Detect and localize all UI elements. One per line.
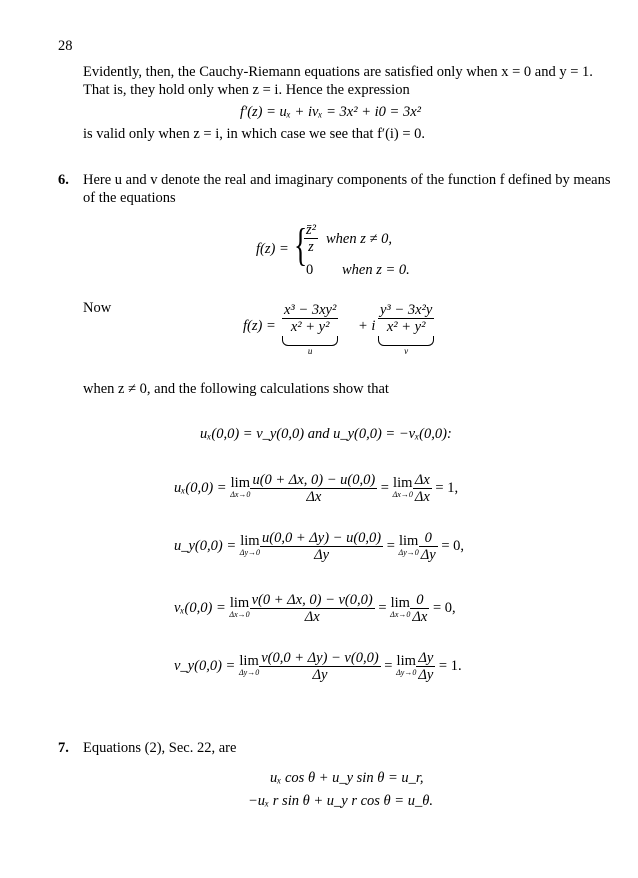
case2-value: 0 (306, 262, 314, 278)
polar-equation-1: uₓ cos θ + u_y sin θ = u_r, (270, 770, 424, 786)
v-part (378, 302, 434, 356)
case2-condition: when z = 0. (342, 262, 410, 278)
v-underbrace (378, 336, 434, 346)
para1-line1: Evidently, then, the Cauchy-Riemann equations are satisfied only when x = 0 and y = 1. (83, 64, 593, 80)
calc-result: = 1, (435, 480, 459, 496)
calc-lhs: u_y(0,0) = (174, 538, 237, 554)
calc-equals: = (380, 480, 389, 496)
u-numerator: x³ − 3xy² (284, 302, 337, 318)
claim-equation: uₓ(0,0) = v_y(0,0) and u_y(0,0) = −vₓ(0,0): (200, 426, 452, 442)
calc-limit: lim Δy→0 (238, 652, 260, 677)
calc-fraction-2: $\frac{0}{\Delta y}$ (420, 530, 436, 563)
limit-calc-row (174, 472, 458, 505)
calc-result: = 0, (441, 538, 465, 554)
u-underbrace (282, 336, 338, 346)
calc-limit-2: lim Δy→0 (398, 532, 419, 557)
now-label: Now (83, 300, 112, 316)
problem6-line1: Here u and v denote the real and imaginary components of the function f defined by means (83, 172, 611, 188)
calc-fraction: $\frac{v(0,0 + \Delta y) - v(0,0)}{\Delta y}$ (261, 650, 379, 683)
calc-fraction-2: $\frac{\Delta y}{\Delta y}$ (418, 650, 434, 683)
calc-limit-2: lim Δx→0 (390, 594, 411, 619)
page-number: 28 (58, 38, 73, 54)
case1-denominator: z (308, 239, 314, 255)
polar-equation-2: −uₓ r sin θ + u_y r cos θ = u_θ. (248, 793, 433, 809)
v-numerator: y³ − 3x²y (380, 302, 433, 318)
limit-calc-row (174, 530, 464, 563)
calc-result: = 0, (432, 600, 456, 616)
calc-fraction-2: $\frac{0}{\Delta x}$ (412, 592, 428, 625)
u-part (282, 302, 338, 356)
u-label: u (307, 346, 313, 356)
problem6-line3: when z ≠ 0, and the following calculations show that (83, 381, 389, 397)
left-brace: { (294, 219, 308, 270)
v-denominator: x² + y² (386, 319, 426, 335)
calc-equals: = (384, 658, 393, 674)
calc-limit-2: lim Δy→0 (396, 652, 417, 677)
case1-fraction (304, 222, 318, 255)
para1-line2: That is, they hold only when z = i. Hence the expression (83, 82, 410, 98)
limit-calc-row (174, 650, 462, 683)
case1-numerator: z̄² (306, 222, 316, 238)
calc-fraction: $\frac{v(0 + \Delta x, 0) - v(0,0)}{\Delta x}$ (251, 592, 373, 625)
problem-7-number: 7. (58, 740, 69, 756)
calc-equals: = (378, 600, 387, 616)
limit-calc-row (174, 592, 456, 625)
v-label: v (404, 346, 409, 356)
u-denominator: x² + y² (290, 319, 330, 335)
expand-lhs: f(z) = (243, 318, 276, 334)
calc-limit: lim Δx→0 (230, 474, 251, 499)
problem7-line1: Equations (2), Sec. 22, are (83, 740, 237, 756)
calc-lhs: vₓ(0,0) = (174, 600, 226, 616)
problem-6-number: 6. (58, 172, 69, 188)
calc-lhs: v_y(0,0) = (174, 658, 236, 674)
calc-fraction: $\frac{u(0,0 + \Delta y) - u(0,0)}{\Delta y}$ (262, 530, 382, 563)
plus-i: + i (358, 318, 376, 334)
calc-limit-2: lim Δx→0 (392, 474, 413, 499)
derivative-equation: f′(z) = uₓ + ivₓ = 3x² + i0 = 3x² (240, 104, 421, 120)
calc-lhs: uₓ(0,0) = (174, 480, 227, 496)
calc-equals: = (386, 538, 395, 554)
case1-condition: when z ≠ 0, (326, 231, 392, 247)
problem6-line2: of the equations (83, 190, 176, 206)
calc-limit: lim Δy→0 (239, 532, 261, 557)
def-lhs: f(z) = (256, 241, 289, 257)
calc-fraction-2: $\frac{\Delta x}{\Delta x}$ (414, 472, 430, 505)
calc-result: = 1. (438, 658, 462, 674)
calc-limit: lim Δx→0 (229, 594, 250, 619)
calc-fraction: $\frac{u(0 + \Delta x, 0) - u(0,0)}{\Delta x}$ (252, 472, 376, 505)
para1-line3: is valid only when z = i, in which case we see that f′(i) = 0. (83, 126, 426, 142)
